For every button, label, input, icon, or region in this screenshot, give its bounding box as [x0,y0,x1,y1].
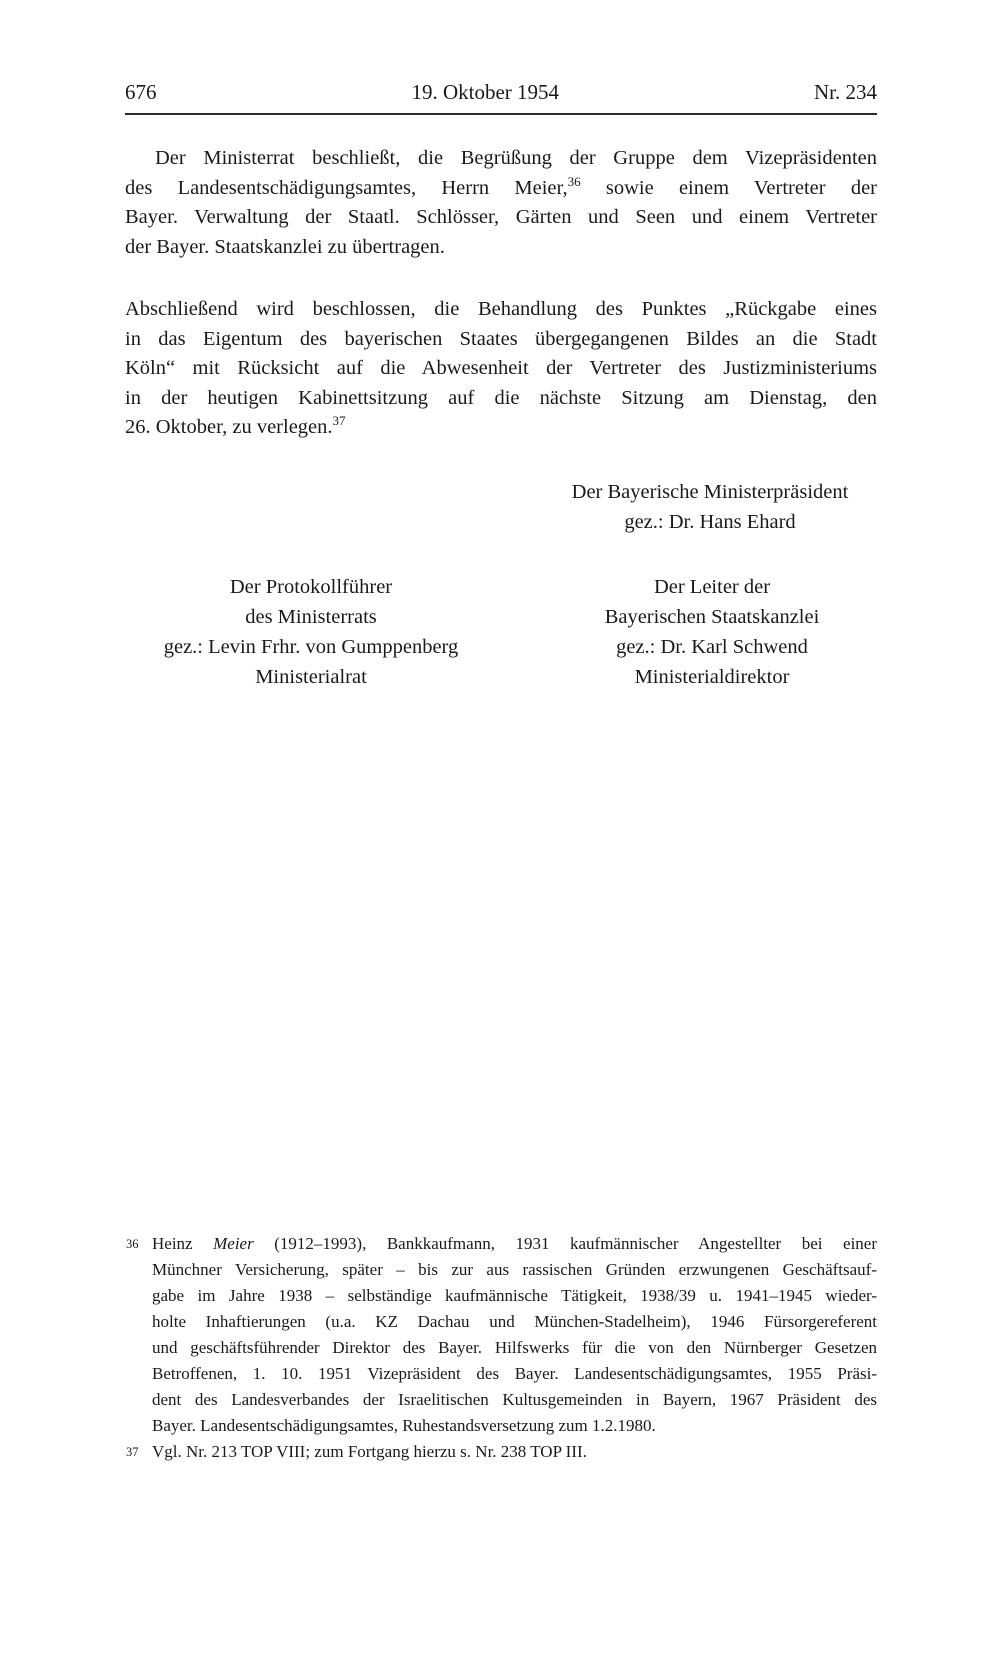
page-number: 676 [125,80,157,104]
text-segment: sowie einem Vertreter der [580,176,877,199]
text-segment: des Landesentschädigungsamtes, Herrn Meier, [125,176,568,199]
doc-number: Nr. 234 [813,80,877,104]
header-date: 19. Oktober 1954 [411,80,560,104]
body-text [125,144,877,443]
footnotes-section [125,1231,877,1465]
footnote-ref-37: 37 [332,413,346,428]
text-segment: 26. Oktober, zu verlegen. [125,416,333,438]
signature-title: Der Protokollführer [229,576,393,598]
text-segment: (1912–1993), Bankkaufmann, 1931 kaufmännischer Angestellter bei einer [253,1234,877,1253]
text-line [125,413,877,443]
person-name-italic: Meier [213,1234,254,1253]
text-line: in das Eigentum des bayerischen Staates übergegangenen Bildes an die Stadt [125,327,877,350]
page-header [125,80,877,115]
footnote-37 [125,1439,877,1465]
text-segment: Heinz [152,1234,214,1253]
text-line: Bayer. Verwaltung der Staatl. Schlösser, Gärten und Seen und einem Vertreter [125,206,877,228]
signature-role: Ministerialdirektor [634,666,790,688]
footnote-line: und geschäftsführender Direktor des Bayer. Hilfswerks für die von den Nürnberger Gesetzen [152,1338,877,1357]
footnote-line: Münchner Versicherung, später – bis zur aus rassischen Gründen erzwungenen Geschäftsauf- [152,1260,877,1279]
paragraph-1 [125,144,877,262]
signature-protocol-leader [121,572,501,692]
footnote-ref-36: 36 [567,173,581,189]
signature-name: gez.: Levin Frhr. von Gumppenberg [163,636,459,658]
text-line [125,174,877,204]
footnote-marker-37: 37 [126,1445,139,1459]
footnote-line [152,1231,877,1257]
signature-name: gez.: Dr. Hans Ehard [624,511,796,533]
signature-title: Bayerischen Staatskanzlei [604,606,820,628]
footnote-36 [125,1231,877,1439]
text-line: der Bayer. Staatskanzlei zu übertragen. [125,235,445,258]
signature-title: des Ministerrats [245,606,377,628]
text-line: Abschließend wird beschlossen, die Behandlung des Punktes „Rückgabe eines [125,298,877,320]
signature-name: gez.: Dr. Karl Schwend [616,636,808,658]
paragraph-2 [125,295,877,443]
signature-role: Ministerialrat [255,666,367,688]
text-line: Der Ministerrat beschließt, die Begrüßung der Gruppe dem Vizepräsidenten [155,147,877,169]
footnote-line: gabe im Jahre 1938 – selbständige kaufmännische Tätigkeit, 1938/39 u. 1941–1945 wieder- [152,1286,877,1305]
text-line: in der heutigen Kabinettsitzung auf die nächste Sitzung am Dienstag, den [125,386,877,409]
footnote-line: dent des Landesverbandes der Israelitischen Kultusgemeinden in Bayern, 1967 Präsident des [152,1390,877,1409]
footnote-line: Betroffenen, 1. 10. 1951 Vizepräsident des Bayer. Landesentschädigungsamtes, 1955 Präsi- [152,1364,877,1383]
footnote-line: Bayer. Landesentschädigungsamtes, Ruhestandsversetzung zum 1.2.1980. [152,1416,656,1435]
signature-title: Der Leiter der [653,576,771,598]
signature-chancellery-leader [522,572,902,692]
footnote-line: Vgl. Nr. 213 TOP VIII; zum Fortgang hierzu s. Nr. 238 TOP III. [152,1442,587,1461]
footnote-marker-36: 36 [126,1237,139,1251]
signature-title: Der Bayerische Ministerpräsident [571,481,849,503]
footnote-line: holte Inhaftierungen (u.a. KZ Dachau und München-Stadelheim), 1946 Fürsorgereferent [152,1312,877,1331]
text-line: Köln“ mit Rücksicht auf die Abwesenheit der Vertreter des Justizministeriums [125,357,877,379]
signature-president [480,477,940,537]
